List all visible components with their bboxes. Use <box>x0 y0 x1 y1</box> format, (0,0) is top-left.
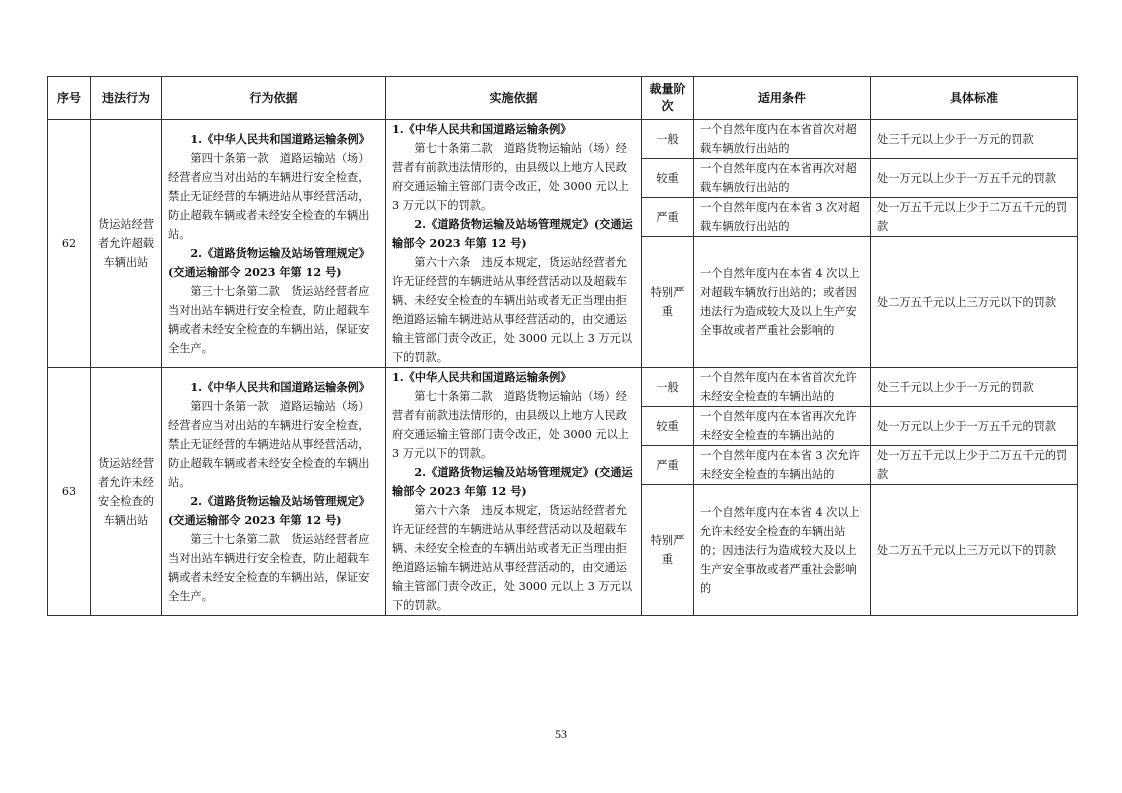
impl-article: 第六十六条 违反本规定，货运站经营者允许无证经营的车辆进站从事经营活动以及超载车辆、未经安全检查的车辆出站或者无正当理由拒绝道路运输车辆进站从事经营活动的，由交通运输主管部门责令改正，处 3000 元以上 3 万元以下的罚款。 <box>392 256 633 364</box>
impl-law-title: 1.《中华人民共和国道路运输条例》 <box>392 370 572 384</box>
page-number: 53 <box>555 727 567 741</box>
impl-article: 第六十六条 违反本规定，货运站经营者允许无证经营的车辆进站从事经营活动以及超载车辆、未经安全检查的车辆出站或者无正当理由拒绝道路运输车辆进站从事经营活动的，由交通运输主管部门责令改正，处 3000 元以上 3 万元以下的罚款。 <box>392 504 633 612</box>
impl-law-title: 2.《道路货物运输及站场管理规定》(交通运输部令 2023 年第 12 号) <box>392 465 633 498</box>
discretion-level: 一般 <box>642 368 694 407</box>
basis-article: 第四十条第一款 道路运输站（场）经营者应当对出站的车辆进行安全检查，禁止无证经营的车辆进站从事经营活动，防止超载车辆或者未经安全检查的车辆出站。 <box>168 399 370 489</box>
table-row <box>48 120 1078 159</box>
basis-law-title: 2.《道路货物运输及站场管理规定》(交通运输部令 2023 年第 12 号) <box>168 493 370 527</box>
penalty-standard: 处三千元以上少于一万元的罚款 <box>871 120 1078 159</box>
header-level: 裁量阶次 <box>642 77 694 120</box>
basis-article: 第四十条第一款 道路运输站（场）经营者应当对出站的车辆进行安全检查，禁止无证经营的车辆进站从事经营活动，防止超载车辆或者未经安全检查的车辆出站。 <box>168 151 370 241</box>
header-condition: 适用条件 <box>694 77 871 120</box>
discretion-level: 一般 <box>642 120 694 159</box>
discretion-level: 特别严重 <box>642 485 694 616</box>
behavior-basis <box>162 120 386 368</box>
impl-article: 第七十条第二款 道路货物运输站（场）经营者有前款违法情形的，由县级以上地方人民政府交通运输主管部门责令改正，处 3000 元以上 3 万元以下的罚款。 <box>392 142 629 212</box>
basis-law-title: 1.《中华人民共和国道路运输条例》 <box>190 131 370 146</box>
header-behavior: 违法行为 <box>91 77 162 120</box>
applicable-condition: 一个自然年度内在本省 4 次以上对超载车辆放行出站的；或者因违法行为造成较大及以上生产安全事故或者严重社会影响的 <box>694 237 871 368</box>
penalty-standard: 处三千元以上少于一万元的罚款 <box>871 368 1078 407</box>
applicable-condition: 一个自然年度内在本省再次对超载车辆放行出站的 <box>694 159 871 198</box>
penalty-standard: 处二万五千元以上三万元以下的罚款 <box>871 237 1078 368</box>
penalty-standard: 处一万元以上少于一万五千元的罚款 <box>871 407 1078 446</box>
applicable-condition: 一个自然年度内在本省首次允许未经安全检查的车辆出站的 <box>694 368 871 407</box>
discretion-level: 严重 <box>642 198 694 237</box>
discretion-level: 较重 <box>642 407 694 446</box>
header-standard: 具体标准 <box>871 77 1078 120</box>
basis-law-title: 1.《中华人民共和国道路运输条例》 <box>190 379 370 394</box>
violation-behavior: 货运站经营者允许超载车辆出站 <box>91 120 162 368</box>
basis-law-title: 2.《道路货物运输及站场管理规定》(交通运输部令 2023 年第 12 号) <box>168 245 370 279</box>
basis-article: 第三十七条第二款 货运站经营者应当对出站车辆进行安全检查，防止超载车辆或者未经安全检查的车辆出站，保证安全生产。 <box>168 532 370 603</box>
impl-article: 第七十条第二款 道路货物运输站（场）经营者有前款违法情形的，由县级以上地方人民政府交通运输主管部门责令改正，处 3000 元以上 3 万元以下的罚款。 <box>392 390 629 460</box>
applicable-condition: 一个自然年度内在本省 4 次以上允许未经安全检查的车辆出站的；因违法行为造成较大及以上生产安全事故或者严重社会影响的 <box>694 485 871 616</box>
discretion-level: 特别严重 <box>642 237 694 368</box>
header-no: 序号 <box>48 77 91 120</box>
discretion-level: 较重 <box>642 159 694 198</box>
table-header-row <box>48 77 1078 120</box>
applicable-condition: 一个自然年度内在本省再次允许未经安全检查的车辆出站的 <box>694 407 871 446</box>
impl-law-title: 1.《中华人民共和国道路运输条例》 <box>392 122 572 136</box>
table-row <box>48 368 1078 407</box>
row-number: 62 <box>48 120 91 368</box>
implementation-basis <box>386 368 642 616</box>
penalty-standard: 处一万五千元以上少于二万五千元的罚款 <box>871 446 1078 485</box>
implementation-basis <box>386 120 642 368</box>
impl-law-title: 2.《道路货物运输及站场管理规定》(交通运输部令 2023 年第 12 号) <box>392 217 633 250</box>
violation-behavior: 货运站经营者允许未经安全检查的车辆出站 <box>91 368 162 616</box>
penalty-discretion-table <box>47 76 1078 616</box>
behavior-basis <box>162 368 386 616</box>
row-number: 63 <box>48 368 91 616</box>
basis-article: 第三十七条第二款 货运站经营者应当对出站车辆进行安全检查，防止超载车辆或者未经安全检查的车辆出站，保证安全生产。 <box>168 284 370 355</box>
applicable-condition: 一个自然年度内在本省 3 次允许未经安全检查的车辆出站的 <box>694 446 871 485</box>
header-impl: 实施依据 <box>386 77 642 120</box>
applicable-condition: 一个自然年度内在本省首次对超载车辆放行出站的 <box>694 120 871 159</box>
penalty-standard: 处一万五千元以上少于二万五千元的罚款 <box>871 198 1078 237</box>
penalty-standard: 处二万五千元以上三万元以下的罚款 <box>871 485 1078 616</box>
header-basis: 行为依据 <box>162 77 386 120</box>
discretion-level: 严重 <box>642 446 694 485</box>
applicable-condition: 一个自然年度内在本省 3 次对超载车辆放行出站的 <box>694 198 871 237</box>
penalty-standard: 处一万元以上少于一万五千元的罚款 <box>871 159 1078 198</box>
